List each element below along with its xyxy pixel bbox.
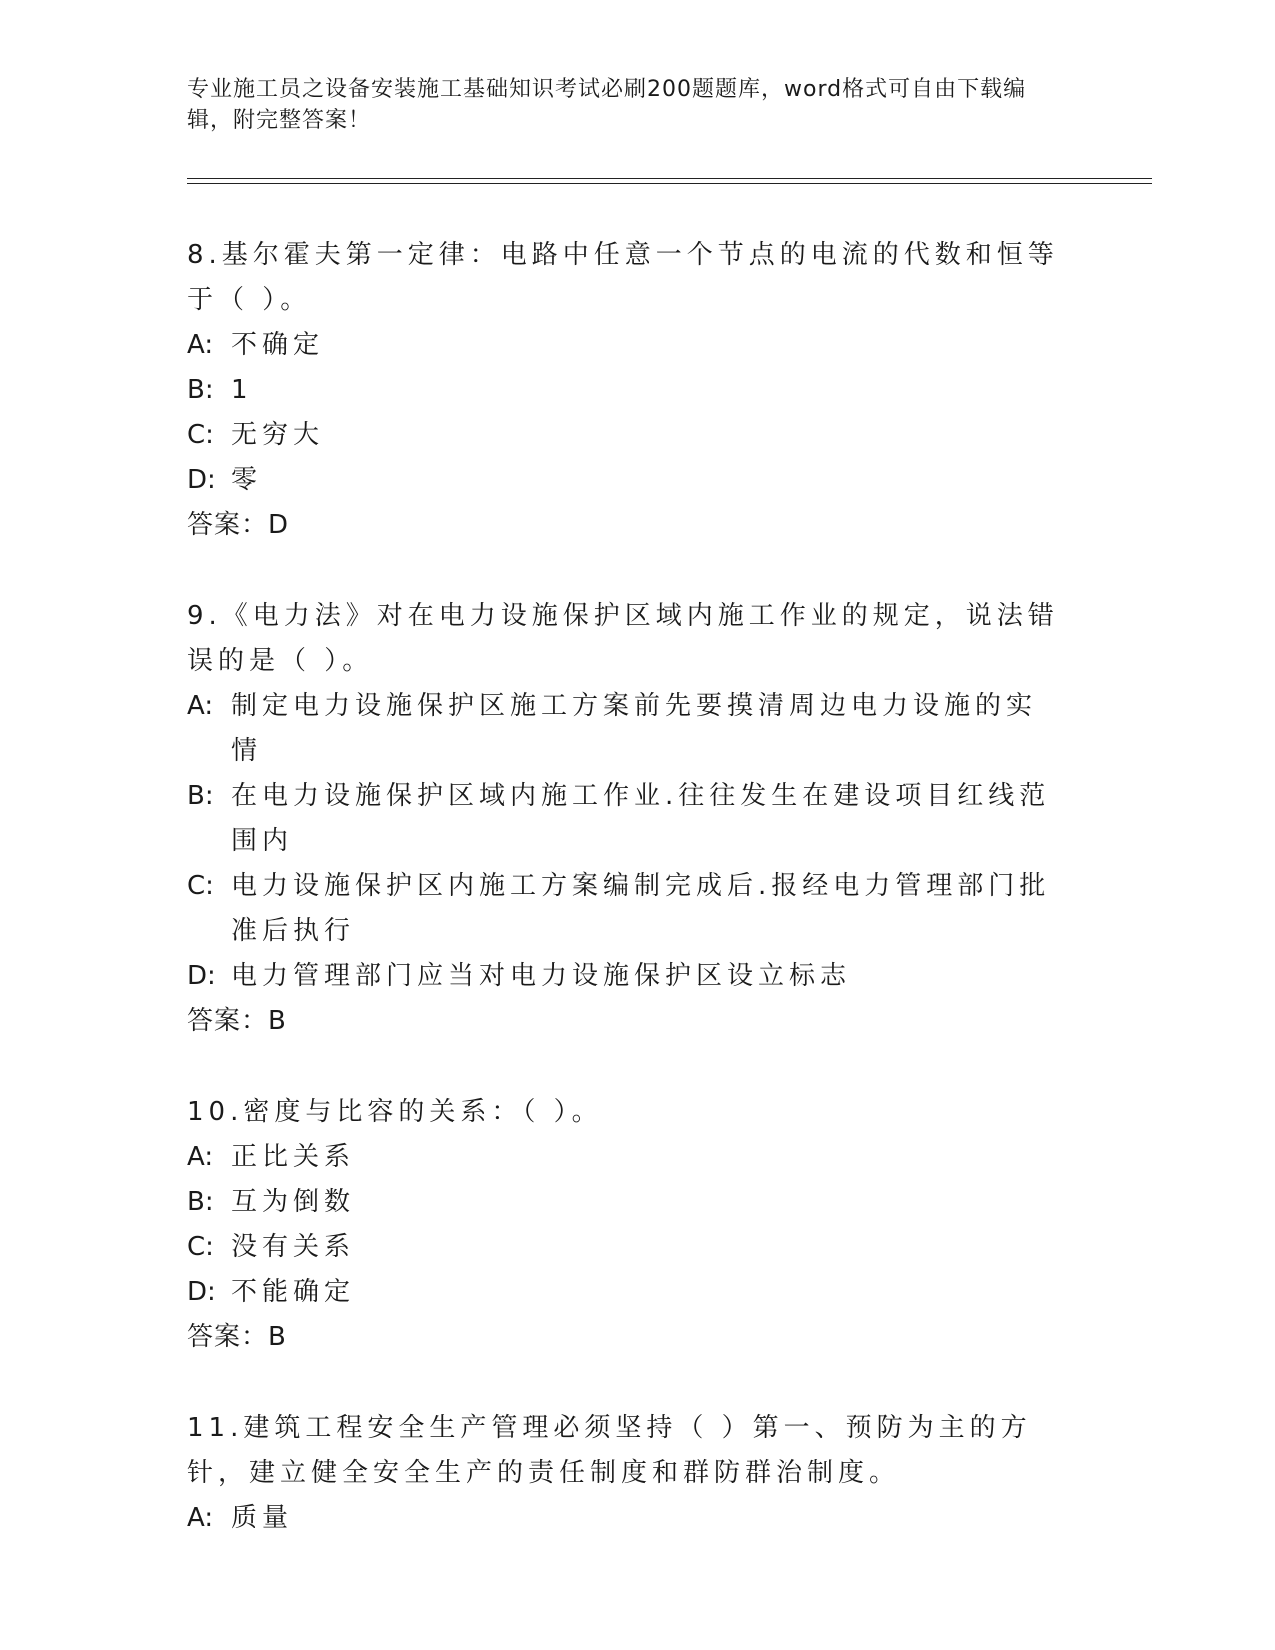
option-letter: C:: [187, 420, 214, 450]
option-letter: B:: [187, 781, 214, 811]
option-letter: A:: [187, 1503, 214, 1533]
option-letter: A:: [187, 1142, 214, 1172]
option-text: 在电力设施保护区域内施工作业.往往发生在建设项目红线范围内: [231, 781, 1051, 856]
option-c: [187, 864, 1067, 954]
option-a: [187, 323, 1067, 368]
option-text: 互为倒数: [231, 1187, 356, 1217]
header-divider-line: [187, 178, 1152, 179]
option-text: 制定电力设施保护区施工方案前先要摸清周边电力设施的实情: [231, 691, 1038, 766]
option-text: 零: [231, 465, 263, 495]
question-item: [187, 594, 1067, 1044]
option-letter: D:: [187, 465, 216, 495]
question-item: [187, 1406, 1067, 1541]
option-letter: C:: [187, 1232, 214, 1262]
option-c: [187, 413, 1067, 458]
document-header: 专业施工员之设备安装施工基础知识考试必刷200题题库，word格式可自由下载编辑，附完整答案！: [187, 77, 1027, 133]
option-text: 正比关系: [231, 1142, 356, 1172]
option-a: [187, 1135, 1067, 1180]
option-letter: A:: [187, 691, 214, 721]
question-stem: 11.建筑工程安全生产管理必须坚持（ ）第一、预防为主的方针，建立健全安全生产的责任制度和群防群治制度。: [187, 1413, 1032, 1488]
option-d: [187, 1270, 1067, 1315]
option-d: [187, 954, 1067, 999]
answer-line: 答案：D: [187, 510, 290, 540]
option-letter: B:: [187, 1187, 214, 1217]
option-letter: B:: [187, 375, 214, 405]
question-stem: 10.密度与比容的关系：（ ）。: [187, 1097, 603, 1127]
answer-line: 答案：B: [187, 1322, 287, 1352]
option-letter: A:: [187, 330, 214, 360]
option-text: 电力设施保护区内施工方案编制完成后.报经电力管理部门批准后执行: [231, 871, 1051, 946]
option-text: 不确定: [231, 330, 325, 360]
question-stem: 9.《电力法》对在电力设施保护区域内施工作业的规定，说法错误的是（ ）。: [187, 601, 1059, 676]
option-a: [187, 684, 1067, 774]
option-a: [187, 1496, 1067, 1541]
question-item: [187, 1090, 1067, 1360]
option-text: 电力管理部门应当对电力设施保护区设立标志: [231, 961, 852, 991]
option-d: [187, 458, 1067, 503]
option-c: [187, 1225, 1067, 1270]
answer-line: 答案：B: [187, 1006, 287, 1036]
option-text: 1: [231, 375, 253, 405]
option-letter: D:: [187, 1277, 216, 1307]
option-b: [187, 368, 1067, 413]
question-stem: 8.基尔霍夫第一定律：电路中任意一个节点的电流的代数和恒等于（ ）。: [187, 240, 1059, 315]
option-b: [187, 1180, 1067, 1225]
option-text: 无穷大: [231, 420, 325, 450]
option-text: 质量: [231, 1503, 294, 1533]
header-divider-line-secondary: [187, 183, 1152, 184]
question-item: [187, 233, 1067, 548]
option-text: 没有关系: [231, 1232, 356, 1262]
option-letter: C:: [187, 871, 214, 901]
option-letter: D:: [187, 961, 216, 991]
option-b: [187, 774, 1067, 864]
option-text: 不能确定: [231, 1277, 356, 1307]
question-list: [187, 233, 1067, 1587]
